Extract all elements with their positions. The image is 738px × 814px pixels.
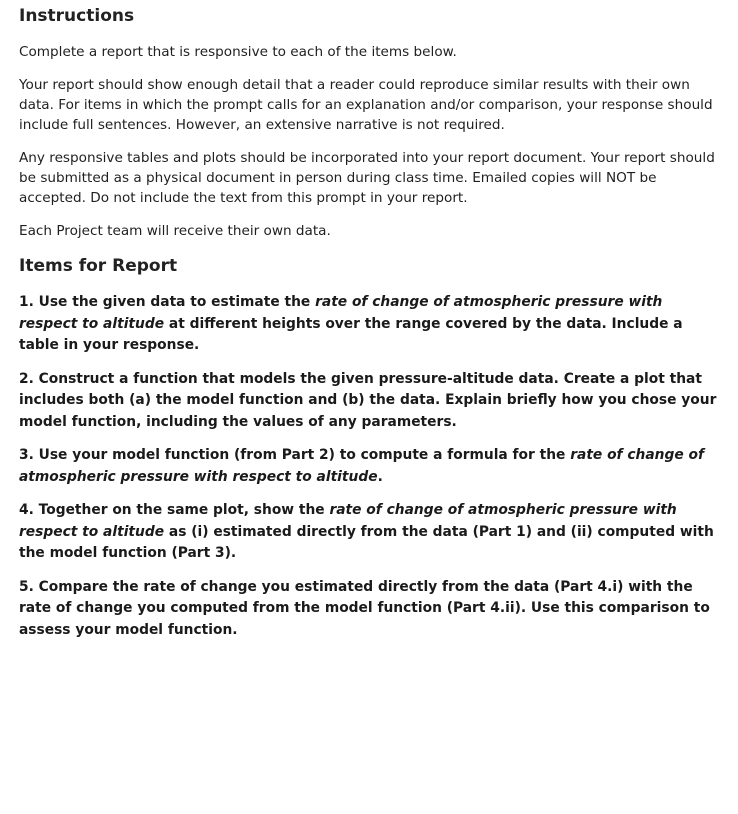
report-item-3: 3. Use your model function (from Part 2) to compute a formula for the rate of change of atmospheric pressure with respect to altitude.	[19, 447, 705, 485]
instructions-heading: Instructions	[19, 6, 135, 26]
instructions-paragraph: Any responsive tables and plots should be incorporated into your report document. Your report should be submitted as a physical document in person during class time. Emailed copies will NOT be accepted. Do not include the text from this prompt in your report.	[19, 150, 715, 206]
report-item-4: 4. Together on the same plot, show the rate of change of atmospheric pressure with respect to altitude as (i) estimated directly from the data (Part 1) and (ii) computed with the model function (Part 3).	[19, 502, 714, 561]
report-item-1: 1. Use the given data to estimate the rate of change of atmospheric pressure with respect to altitude at different heights over the range covered by the data. Include a table in your response.	[19, 294, 683, 353]
instructions-paragraph: Your report should show enough detail that a reader could reproduce similar results with their own data. For items in which the prompt calls for an explanation and/or comparison, your response should include full sentences. However, an extensive narrative is not required.	[19, 77, 713, 133]
items-heading: Items for Report	[19, 256, 178, 276]
report-item-2: 2. Construct a function that models the given pressure-altitude data. Create a plot that includes both (a) the model function and (b) the data. Explain briefly how you chose your model function, including the values of any parameters.	[19, 370, 717, 430]
instructions-paragraph: Each Project team will receive their own data.	[19, 223, 331, 239]
instructions-paragraph: Complete a report that is responsive to each of the items below.	[19, 44, 457, 60]
report-item-5: 5. Compare the rate of change you estimated directly from the data (Part 4.i) with the rate of change you computed from the model function (Part 4.ii). Use this comparison to assess your model function.	[19, 578, 710, 638]
report-items-list	[19, 292, 724, 641]
